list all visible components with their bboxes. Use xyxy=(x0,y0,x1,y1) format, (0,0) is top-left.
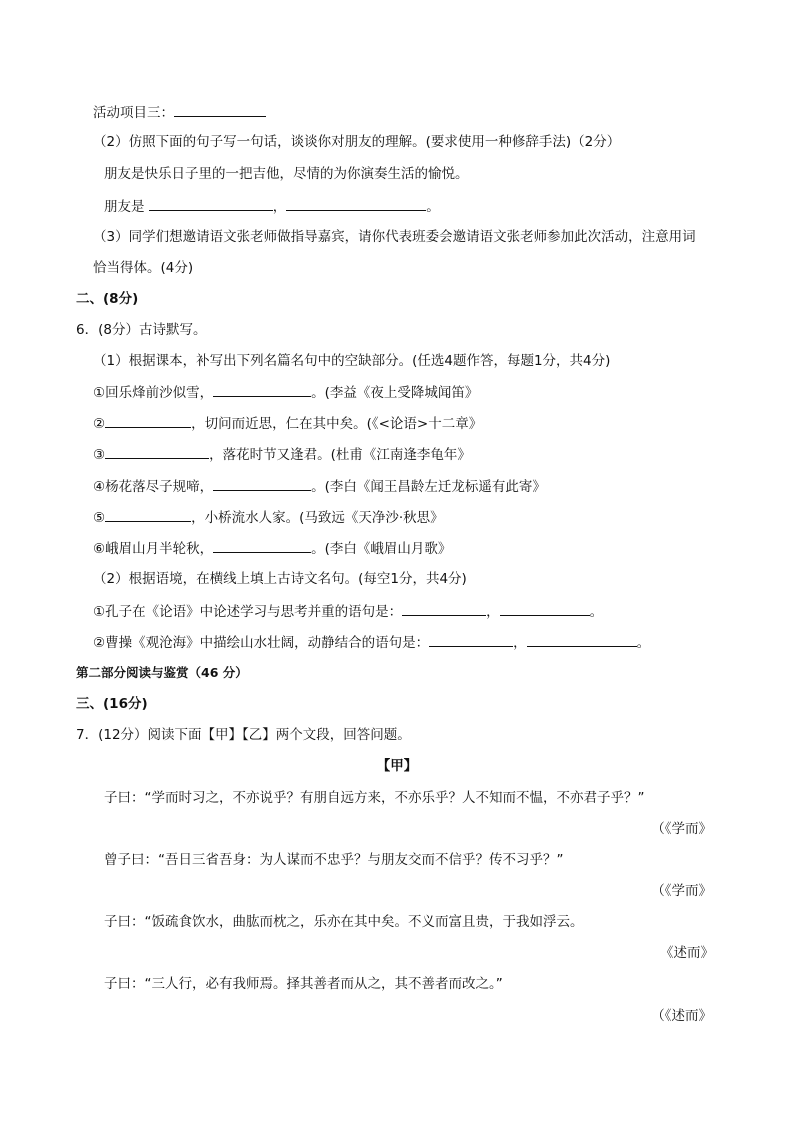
passage-paragraph-2: 曾子曰：“吾日三省吾身：为人谋而不忠乎？与朋友交而不信乎？传不习乎？” xyxy=(104,852,564,868)
item-text: ⑤ xyxy=(93,510,106,526)
item-source: 。(李益《夜上受降城闻笛》 xyxy=(311,385,479,401)
answer-blank[interactable] xyxy=(105,444,209,459)
poem-item-2 xyxy=(93,413,482,434)
poem-item-1 xyxy=(93,382,478,403)
item-source: ，小桥流水人家。(马致远《天净沙·秋思》 xyxy=(191,510,444,526)
item-text: ⑥峨眉山月半轮秋， xyxy=(93,541,214,557)
question-6-1-prompt: （1）根据课本，补写出下列名篇名句中的空缺部分。(任选4题作答，每题1分，共4分) xyxy=(93,353,611,369)
activity-3-label: 活动项目三： xyxy=(93,105,174,121)
answer-prefix: 朋友是 xyxy=(104,199,145,215)
part-2-title: 第二部分阅读与鉴赏（46 分） xyxy=(76,665,248,680)
question-6-title: 6．(8分）古诗默写。 xyxy=(76,322,207,338)
item-text: ② xyxy=(93,416,106,432)
activity-3-line xyxy=(93,102,266,123)
paragraph-4-source: （《述而》 xyxy=(651,1008,712,1024)
item-source: ，切问而近思，仁在其中矣。(《<论语>十二章》 xyxy=(191,416,483,432)
item-end: 。 xyxy=(636,635,651,651)
passage-paragraph-1: 子曰：“学而时习之，不亦说乎？有朋自远方来，不亦乐乎？人不知而不愠，不亦君子乎？” xyxy=(104,790,645,806)
question-2-answer-line xyxy=(104,196,440,217)
paragraph-3-source: 《述而》 xyxy=(660,945,714,961)
section-2-title: 二、(8分) xyxy=(76,291,139,307)
answer-blank[interactable] xyxy=(105,507,191,522)
answer-blank[interactable] xyxy=(402,601,486,616)
question-3-line-2: 恰当得体。(4分) xyxy=(93,260,194,276)
answer-blank[interactable] xyxy=(213,476,311,491)
answer-blank[interactable] xyxy=(429,632,513,647)
item-separator: ， xyxy=(513,635,527,651)
answer-blank[interactable] xyxy=(286,196,426,211)
question-6-2-prompt: （2）根据语境，在横线上填上古诗文名句。(每空1分，共4分) xyxy=(93,571,467,587)
passage-paragraph-3: 子曰：“饭疏食饮水，曲肱而枕之，乐亦在其中矣。不义而富且贵，于我如浮云。 xyxy=(104,914,584,930)
question-3-line-1: （3）同学们想邀请语文张老师做指导嘉宾，请你代表班委会邀请语文张老师参加此次活动，注意用词 xyxy=(93,229,696,245)
answer-blank[interactable] xyxy=(213,382,311,397)
item-text: ③ xyxy=(93,447,106,463)
poem-item-3 xyxy=(93,444,471,465)
poem-item-6 xyxy=(93,538,451,559)
poem-item-4 xyxy=(93,476,546,497)
item-text: ②曹操《观沧海》中描绘山水壮阔，动静结合的语句是： xyxy=(93,635,430,651)
item-separator: ， xyxy=(486,604,500,620)
paragraph-2-source: （《学而》 xyxy=(651,883,712,899)
answer-blank[interactable] xyxy=(213,538,311,553)
context-item-2 xyxy=(93,632,650,653)
item-text: ④杨花落尽子规啼， xyxy=(93,479,214,495)
item-text: ①孔子在《论语》中论述学习与思考并重的语句是： xyxy=(93,604,403,620)
answer-separator: ， xyxy=(272,199,287,215)
item-source: 。(李白《闻王昌龄左迁龙标遥有此寄》 xyxy=(311,479,546,495)
question-7-title: 7．(12分）阅读下面【甲】【乙】两个文段，回答问题。 xyxy=(76,727,411,743)
answer-blank[interactable] xyxy=(174,102,266,117)
item-source: 。(李白《峨眉山月歌》 xyxy=(311,541,452,557)
question-2-prompt: （2）仿照下面的句子写一句话，谈谈你对朋友的理解。(要求使用一种修辞手法)（2分） xyxy=(93,134,621,150)
context-item-1 xyxy=(93,601,603,622)
answer-blank[interactable] xyxy=(149,196,273,211)
answer-blank[interactable] xyxy=(500,601,590,616)
poem-item-5 xyxy=(93,507,444,528)
answer-blank[interactable] xyxy=(105,413,191,428)
question-2-example: 朋友是快乐日子里的一把吉他，尽情的为你演奏生活的愉悦。 xyxy=(104,166,469,182)
answer-end: 。 xyxy=(426,199,440,215)
item-end: 。 xyxy=(589,604,604,620)
answer-blank[interactable] xyxy=(527,632,637,647)
item-text: ①回乐烽前沙似雪， xyxy=(93,385,214,401)
passage-paragraph-4: 子曰：“三人行，必有我师焉。择其善者而从之，其不善者而改之。” xyxy=(104,976,503,992)
passage-jia-title: 【甲】 xyxy=(376,758,418,774)
paragraph-1-source: （《学而》 xyxy=(651,821,712,837)
section-3-title: 三、(16分) xyxy=(76,696,148,712)
item-source: ，落花时节又逢君。(杜甫《江南逢李龟年》 xyxy=(209,447,471,463)
